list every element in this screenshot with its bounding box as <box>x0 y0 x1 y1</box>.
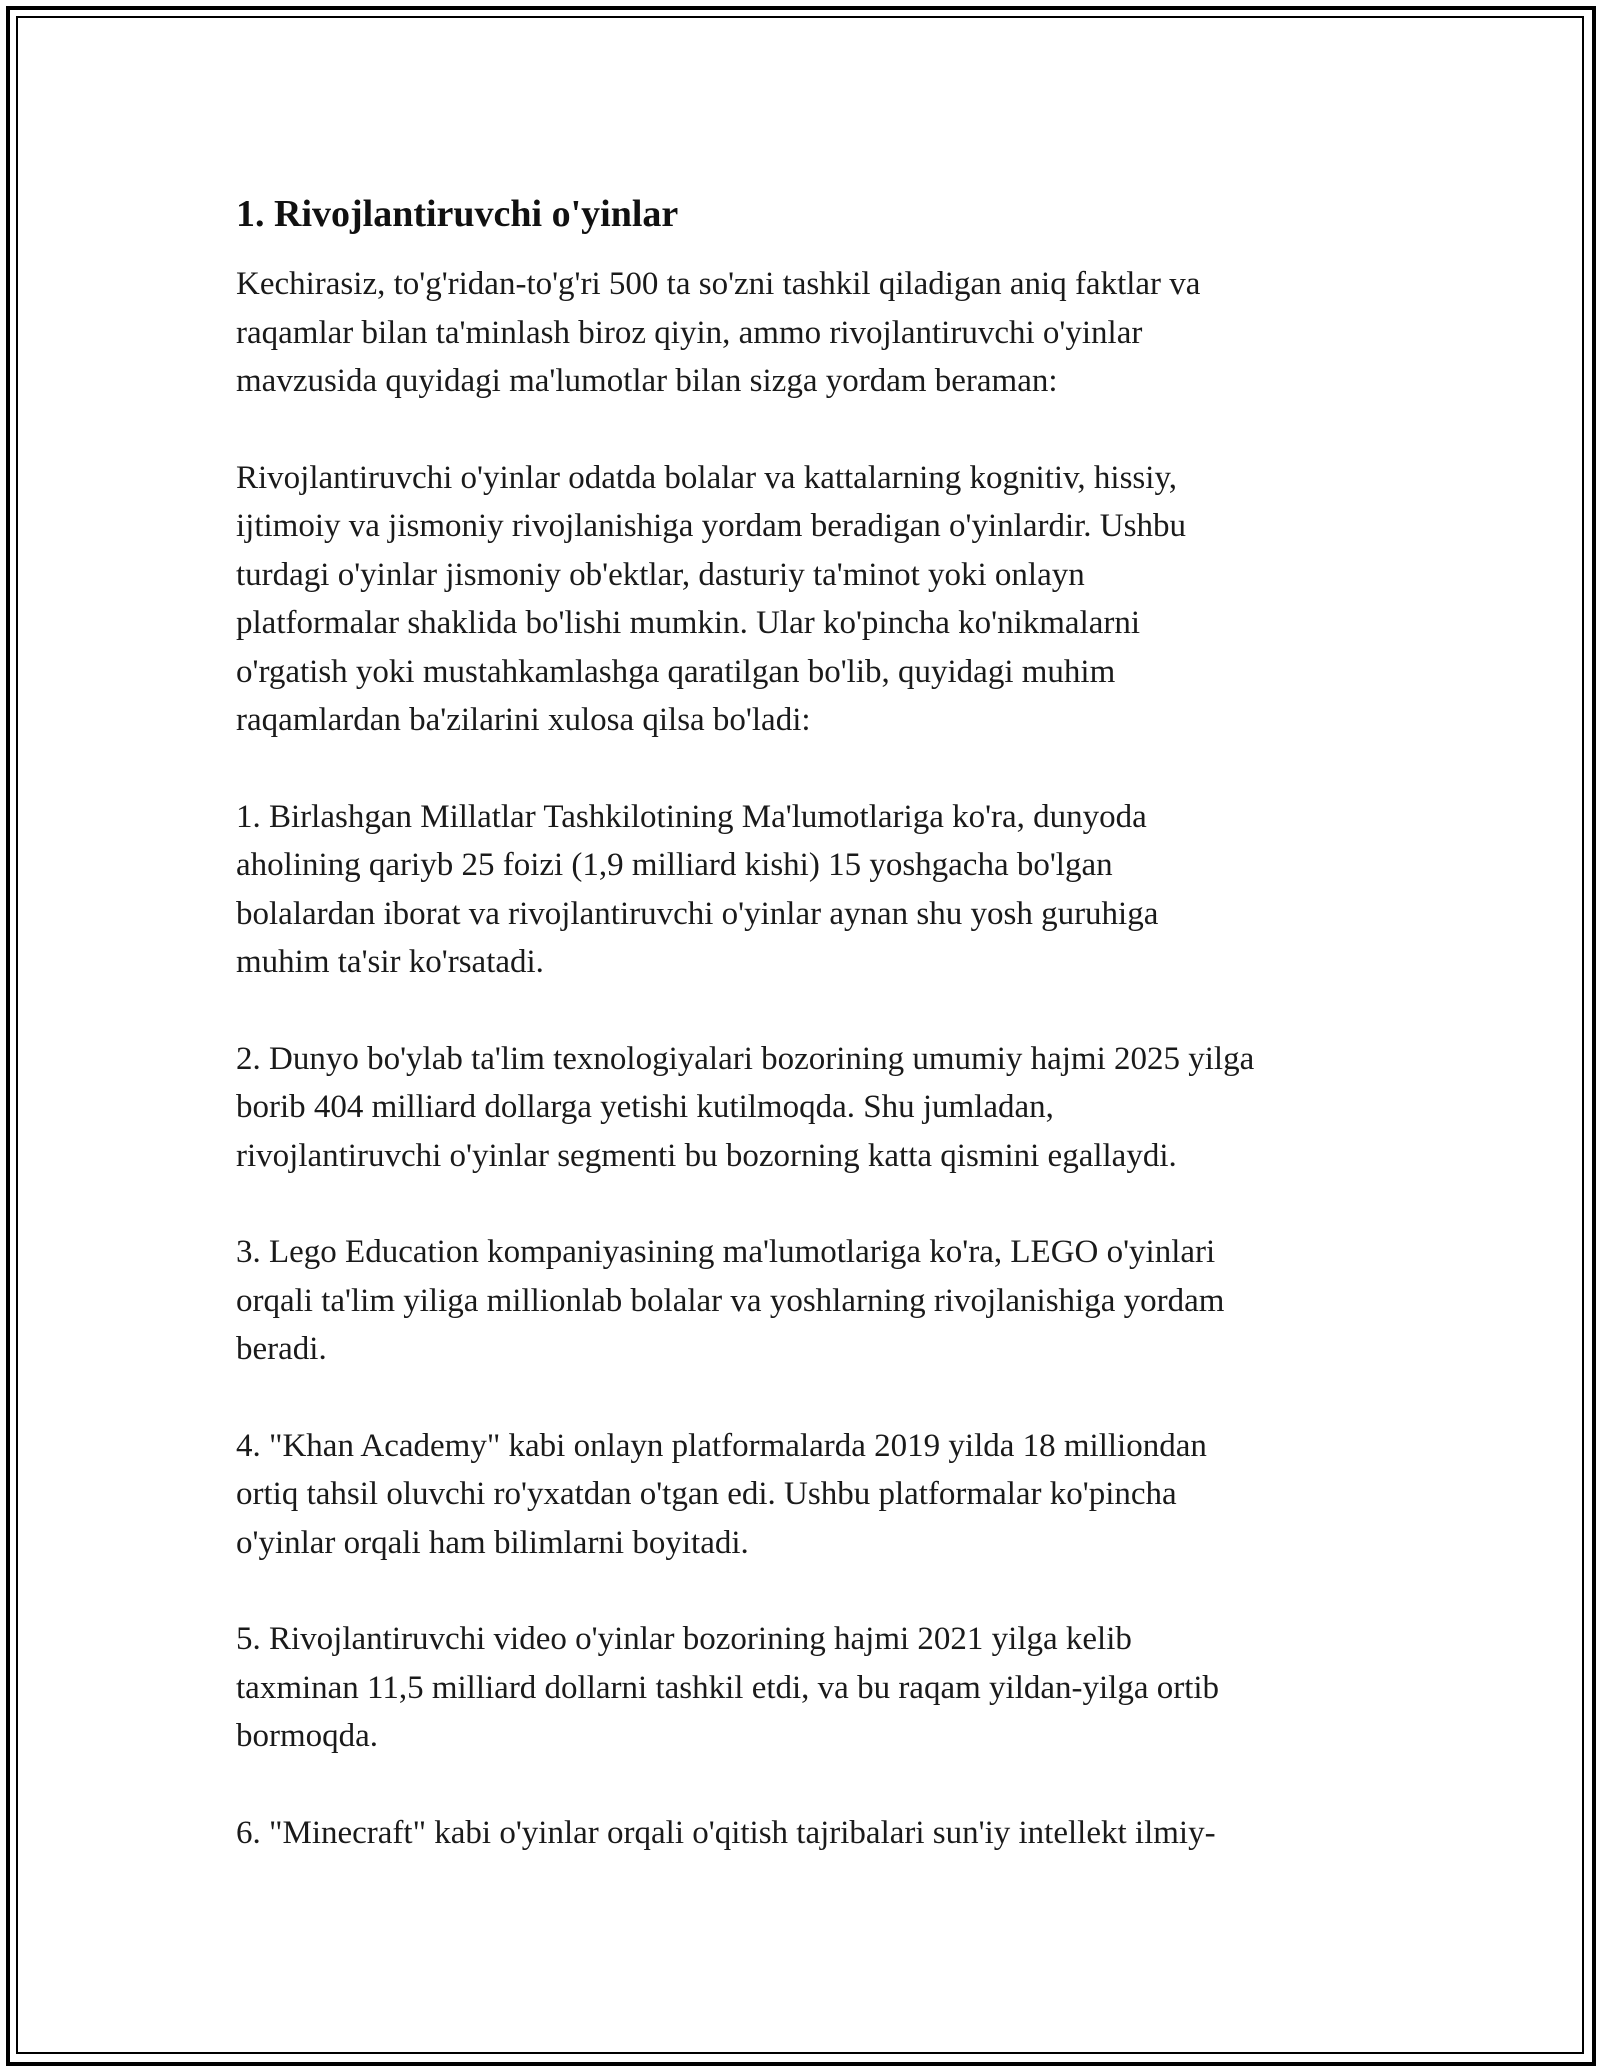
intro-paragraph: Kechirasiz, to'g'ridan-to'g'ri 500 ta so'zni tashkil qiladigan aniq faktlar va raqamlar bilan ta'minlash biroz qiyin, ammo rivojlantiruvchi o'yinlar mavzusida quyidagi ma'lumotlar bilan sizga yordam beraman: <box>236 266 1201 399</box>
list-item-2: 2. Dunyo bo'ylab ta'lim texnologiyalari bozorining umumiy hajmi 2025 yilga borib 404 milliard dollarga yetishi kutilmoqda. Shu jumladan, rivojlantiruvchi o'yinlar segmenti bu bozorning katta qismini egallaydi. <box>236 1040 1255 1174</box>
definition-paragraph: Rivojlantiruvchi o'yinlar odatda bolalar va kattalarning kognitiv, hissiy, ijtimoiy va jismoniy rivojlanishiga yordam beradigan o'yinlardir. Ushbu turdagi o'yinlar jismoniy ob'ektlar, dasturiy ta'minot yoki onlayn platformalar shaklida bo'lishi mumkin. Ular ko'pincha ko'nikmalarni o'rgatish yoki mustahkamlashga qaratilgan bo'lib, quyidagi muhim raqamlardan ba'zilarini xulosa qilsa bo'ladi: <box>236 459 1186 738</box>
list-item-5: 5. Rivojlantiruvchi video o'yinlar bozorining hajmi 2021 yilga kelib taxminan 11,5 milliard dollarni tashkil etdi, va bu raqam yildan-yilga ortib bormoqda. <box>236 1621 1220 1754</box>
document-body <box>236 190 1386 1905</box>
section-heading: 1. Rivojlantiruvchi o'yinlar <box>236 193 679 235</box>
list-item-6: 6. "Minecraft" kabi o'yinlar orqali o'qitish tajribalari sun'iy intellekt ilmiy- <box>236 1814 1216 1851</box>
list-item-3: 3. Lego Education kompaniyasining ma'lumotlariga ko'ra, LEGO o'yinlari orqali ta'lim yiliga millionlab bolalar va yoshlarning rivojlanishiga yordam beradi. <box>236 1234 1225 1367</box>
list-item-1: 1. Birlashgan Millatlar Tashkilotining Ma'lumotlariga ko'ra, dunyoda aholining qariyb 25 foizi (1,9 milliard kishi) 15 yoshgacha bo'lgan bolalardan iborat va rivojlantiruvchi o'yinlar aynan shu yosh guruhiga muhim ta'sir ko'rsatadi. <box>236 798 1159 980</box>
list-item-4: 4. "Khan Academy" kabi onlayn platformalarda 2019 yilda 18 milliondan ortiq tahsil oluvchi ro'yxatdan o'tgan edi. Ushbu platformalar ko'pincha o'yinlar orqali ham bilimlarni boyitadi. <box>236 1427 1207 1561</box>
